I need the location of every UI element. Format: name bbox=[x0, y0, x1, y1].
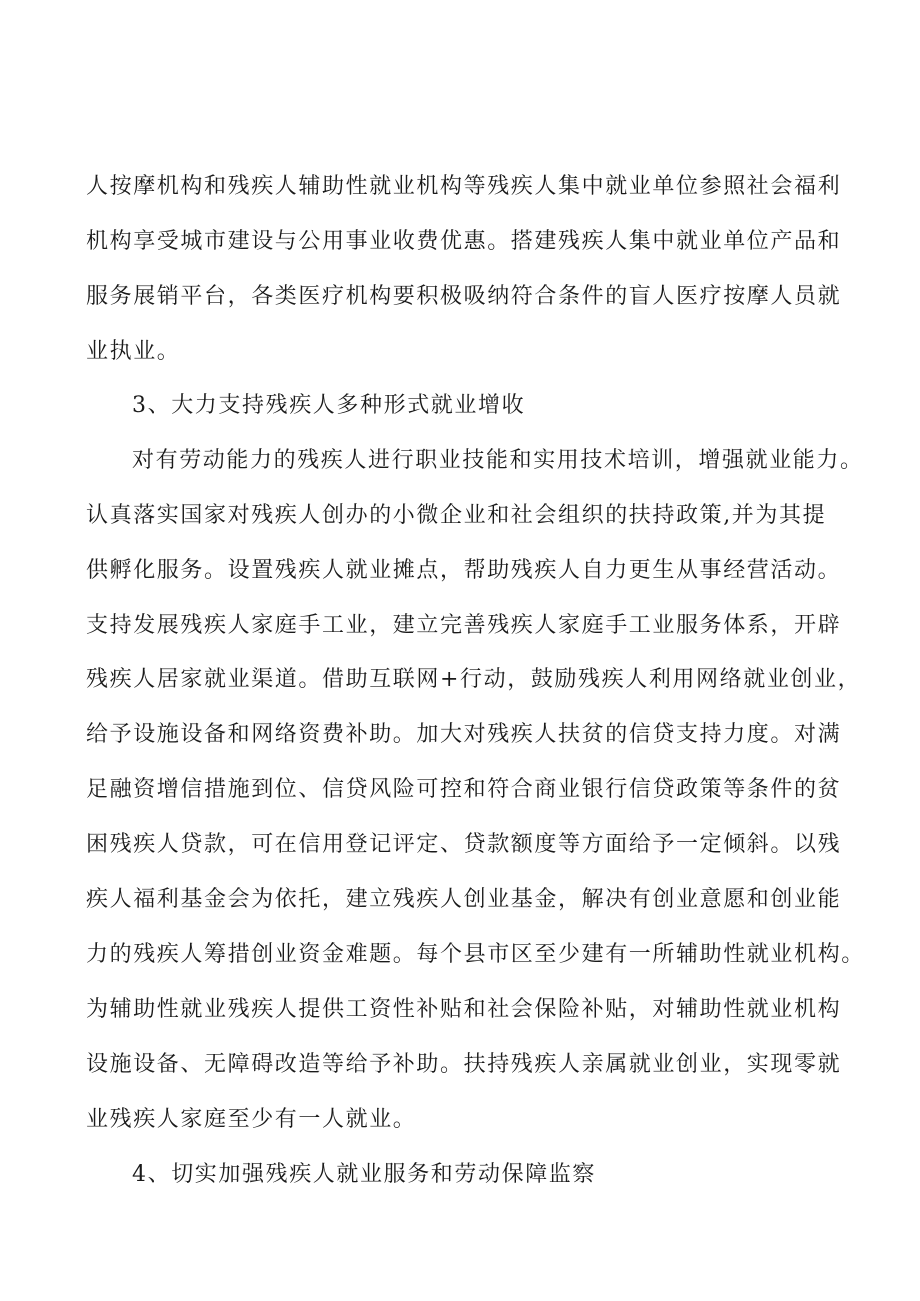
paragraph-line: 设施设备、无障碍改造等给予补助。扶持残疾人亲属就业创业，实现零就 bbox=[86, 1052, 842, 1077]
section-heading: 3、大力支持残疾人多种形式就业增收 bbox=[132, 393, 526, 418]
paragraph-line: 疾人福利基金会为依托，建立残疾人创业基金，解决有创业意愿和创业能 bbox=[86, 887, 842, 912]
paragraph-line: 为辅助性就业残疾人提供工资性补贴和社会保险补贴，对辅助性就业机构 bbox=[86, 997, 842, 1022]
paragraph-line: 困残疾人贷款，可在信用登记评定、贷款额度等方面给予一定倾斜。以残 bbox=[86, 832, 842, 857]
paragraph-line: 供孵化服务。设置残疾人就业摊点，帮助残疾人自力更生从事经营活动。 bbox=[86, 558, 842, 583]
paragraph-line: 认真落实国家对残疾人创办的小微企业和社会组织的扶持政策,并为其提 bbox=[86, 503, 827, 528]
paragraph-line: 给予设施设备和网络资费补助。加大对残疾人扶贫的信贷支持力度。对满 bbox=[86, 722, 842, 747]
paragraph-line: 机构享受城市建设与公用事业收费优惠。搭建残疾人集中就业单位产品和 bbox=[86, 229, 842, 254]
paragraph-line: 对有劳动能力的残疾人进行职业技能和实用技术培训，增强就业能力。 bbox=[132, 448, 864, 473]
paragraph-line: 业执业。 bbox=[86, 339, 181, 364]
paragraph-line: 力的残疾人筹措创业资金难题。每个县市区至少建有一所辅助性就业机构。 bbox=[86, 942, 865, 967]
paragraph-line: 人按摩机构和残疾人辅助性就业机构等残疾人集中就业单位参照社会福利 bbox=[86, 174, 842, 199]
paragraph-line: 足融资增信措施到位、信贷风险可控和符合商业银行信贷政策等条件的贫 bbox=[86, 777, 842, 802]
paragraph-line: 支持发展残疾人家庭手工业，建立完善残疾人家庭手工业服务体系，开辟 bbox=[86, 613, 842, 638]
paragraph-line: 服务展销平台，各类医疗机构要积极吸纳符合条件的盲人医疗按摩人员就 bbox=[86, 284, 842, 309]
paragraph-line: 业残疾人家庭至少有一人就业。 bbox=[86, 1107, 417, 1132]
section-heading: 4、切实加强残疾人就业服务和劳动保障监察 bbox=[132, 1162, 596, 1187]
paragraph-line: 残疾人居家就业渠道。借助互联网+行动，鼓励残疾人利用网络就业创业， bbox=[86, 667, 862, 692]
